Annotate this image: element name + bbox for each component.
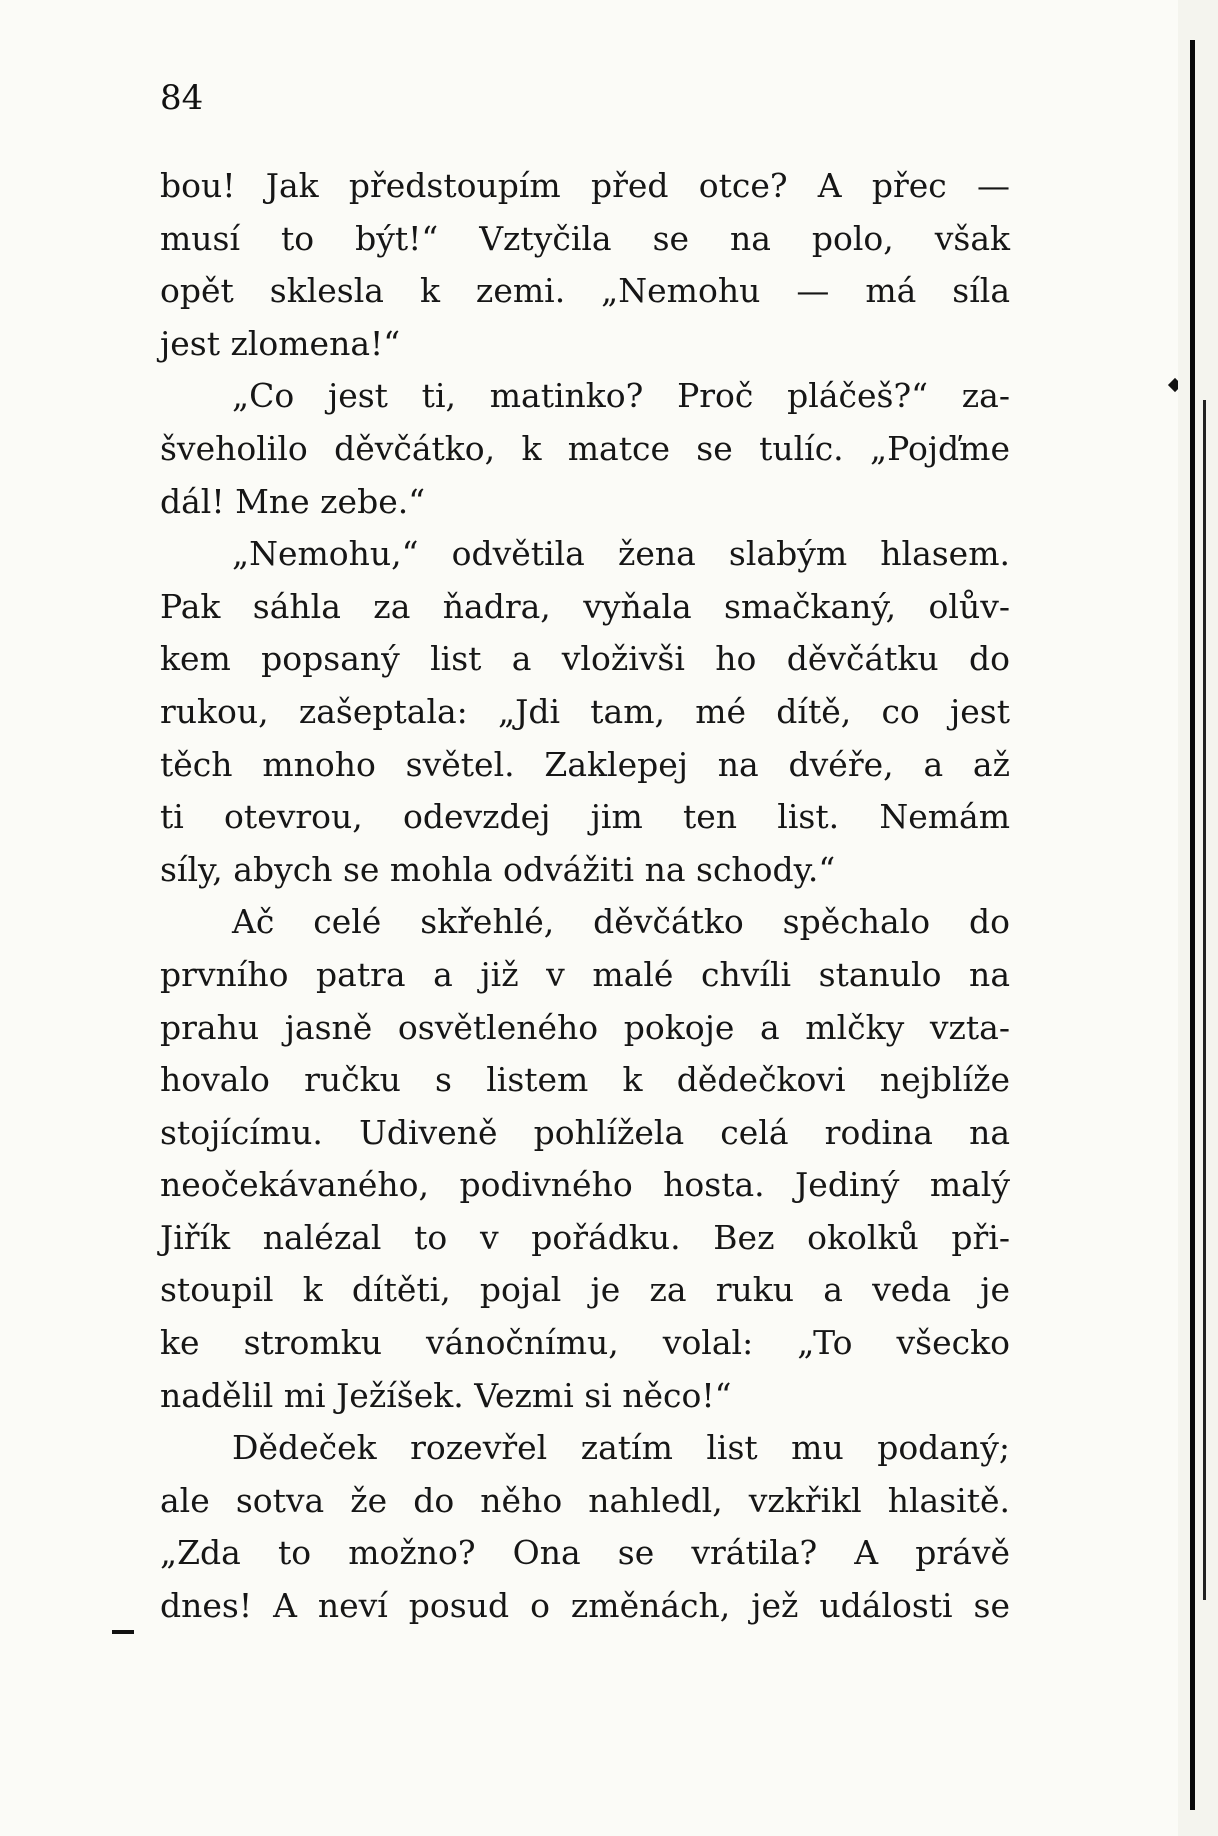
text-line: rukou, zašeptala: „Jdi tam, mé dítě, co jest	[160, 691, 1010, 731]
text-line: Ač celé skřehlé, děvčátko spěchalo do	[232, 902, 1010, 942]
text-line: ke stromku vánočnímu, volal: „To všecko	[160, 1323, 1010, 1363]
text-line: Jiřík nalézal to v pořádku. Bez okolků při-	[160, 1217, 1010, 1257]
text-line: bou! Jak předstoupím před otce? A přec —	[160, 166, 1010, 205]
text-line: ale sotva že do něho nahledl, vzkřikl hlasitě.	[160, 1480, 1010, 1520]
text-line: neočekávaného, podivného hosta. Jediný malý	[160, 1165, 1010, 1205]
text-line: prahu jasně osvětleného pokoje a mlčky vzta-	[160, 1007, 1010, 1047]
text-line: „Nemohu,“ odvětila žena slabým hlasem.	[232, 534, 1010, 574]
text-line: těch mnoho světel. Zaklepej na dvéře, a až	[160, 744, 1010, 784]
page-number: 84	[160, 78, 204, 118]
spine-line	[1190, 40, 1195, 1810]
text-line: stoupil k dítěti, pojal je za ruku a veda je	[160, 1270, 1010, 1310]
text-line: Pak sáhla za ňadra, vyňala smačkaný, olův-	[160, 586, 1010, 626]
book-spine-edge	[1178, 0, 1218, 1836]
text-line: opět sklesla k zemi. „Nemohu — má síla	[160, 271, 1010, 311]
body-text	[160, 160, 1010, 1633]
text-line: jest zlomena!“	[160, 323, 401, 363]
text-line: dál! Mne zebe.“	[160, 481, 426, 521]
text-line: nadělil mi Ježíšek. Vezmi si něco!“	[160, 1375, 732, 1415]
margin-dash	[112, 1630, 134, 1634]
text-line: síly, abych se mohla odvážiti na schody.“	[160, 849, 836, 889]
text-line: prvního patra a již v malé chvíli stanulo na	[160, 954, 1010, 994]
text-line: „Co jest ti, matinko? Proč pláčeš?“ za-	[232, 376, 1010, 416]
text-line: stojícímu. Udiveně pohlížela celá rodina na	[160, 1112, 1010, 1152]
text-line: dnes! A neví posud o změnách, jež události se	[160, 1586, 1010, 1626]
text-line: ti otevrou, odevzdej jim ten list. Nemám	[160, 797, 1010, 837]
text-line: Dědeček rozevřel zatím list mu podaný;	[232, 1428, 1010, 1468]
text-line: šveholilo děvčátko, k matce se tulíc. „Pojďme	[160, 428, 1010, 468]
text-line: „Zda to možno? Ona se vrátila? A právě	[160, 1533, 1010, 1573]
text-line: hovalo ručku s listem k dědečkovi nejblíže	[160, 1060, 1010, 1100]
text-line: musí to být!“ Vztyčila se na polo, však	[160, 218, 1010, 258]
spine-line	[1203, 400, 1206, 1600]
text-line: kem popsaný list a vloživši ho děvčátku do	[160, 639, 1010, 679]
